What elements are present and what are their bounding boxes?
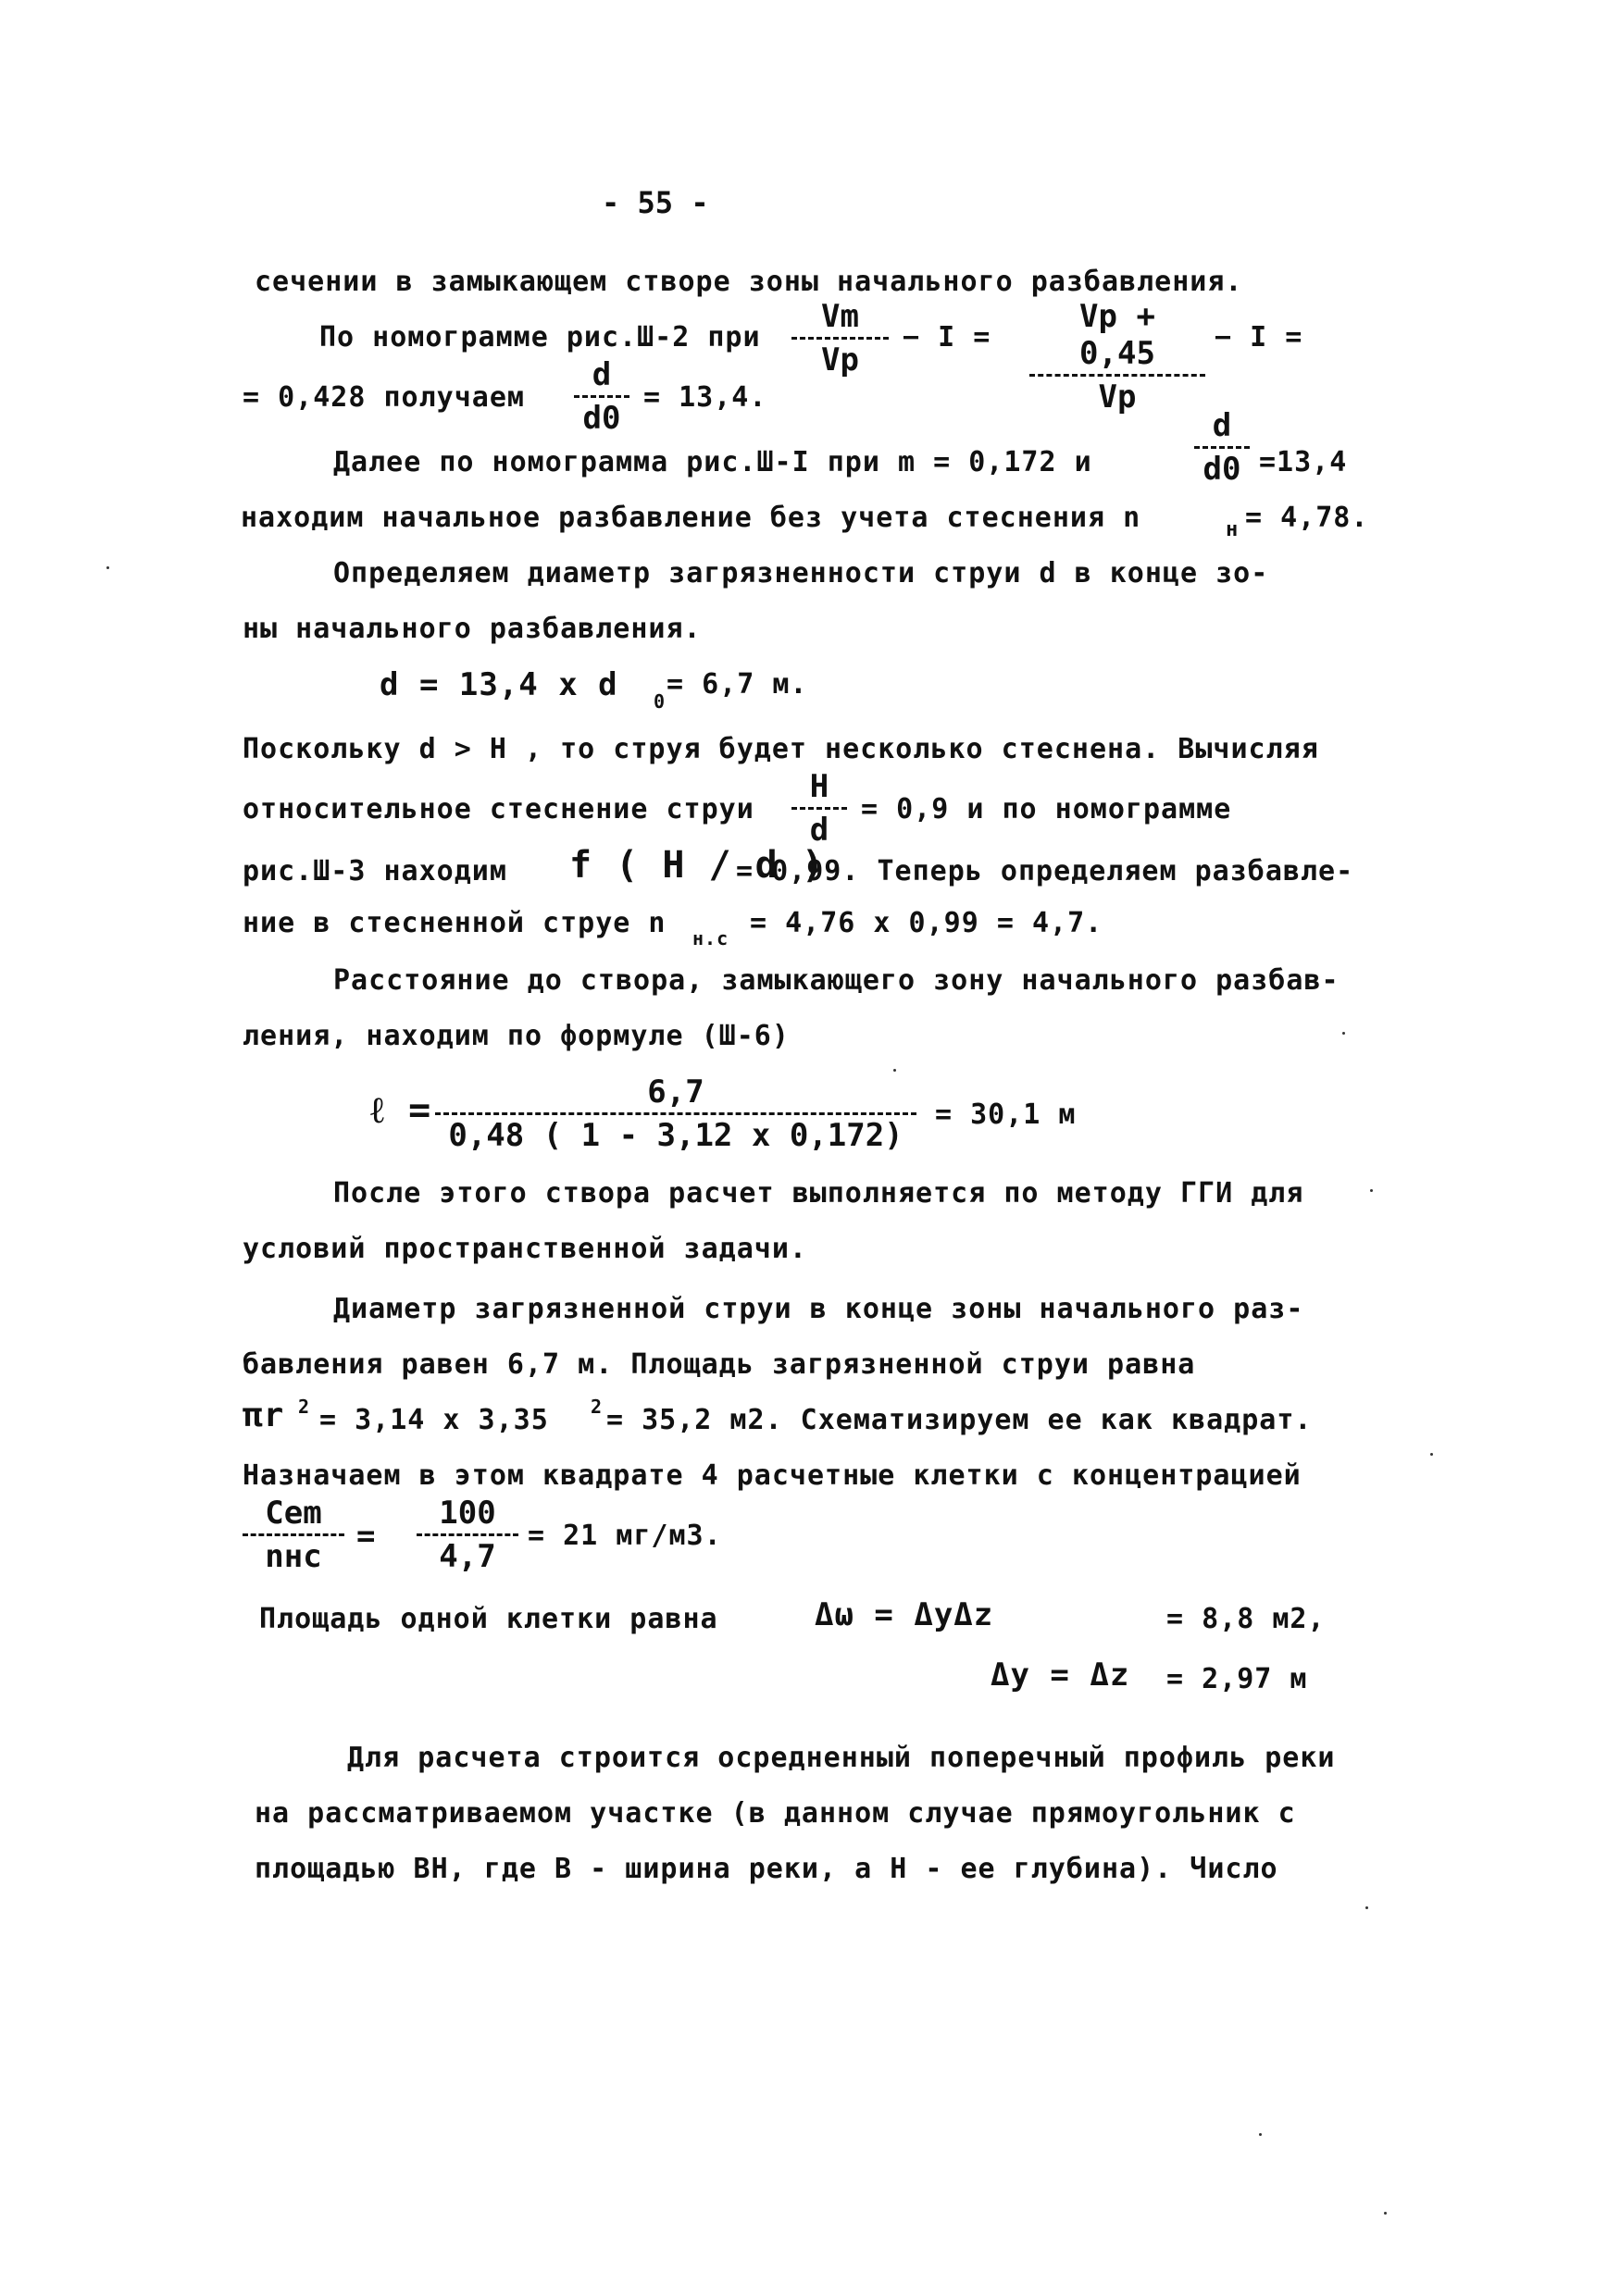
fraction-d-d0 — [1194, 407, 1250, 488]
fraction-numerator: d — [574, 356, 629, 398]
text-line: d = 13,4 x d — [380, 666, 618, 703]
fraction-numerator: Vm — [791, 298, 889, 340]
text-line: Площадь одной клетки равна — [259, 1603, 718, 1635]
text-line: = 0,9 и по номограмме — [861, 793, 1232, 825]
text-line: площадью BH, где B - ширина реки, а H - ее глубина). Число — [255, 1853, 1278, 1885]
subscript: н — [1226, 518, 1240, 541]
fraction-l — [435, 1074, 916, 1154]
fraction-d-d0 — [574, 356, 629, 437]
scan-speck — [1370, 1189, 1373, 1192]
text-line: Расстояние до створа, замыкающего зону начального разбав- — [333, 964, 1340, 997]
text-line: − I = — [1215, 321, 1303, 354]
page-number: - 55 - — [602, 185, 709, 220]
text-line: По номограмме рис.Ш-2 при — [319, 321, 761, 354]
scan-speck — [106, 566, 109, 569]
text-line: Определяем диаметр загрязненности струи d в конце зо- — [333, 557, 1269, 590]
text-line: ления, находим по формуле (Ш-6) — [243, 1020, 790, 1052]
text-line: сечении в замыкающем створе зоны начального разбавления. — [255, 266, 1243, 298]
text-line: = 6,7 м. — [667, 668, 808, 701]
text-line: Для расчета строится осредненный поперечный профиль реки — [347, 1742, 1336, 1774]
text-line: = 21 мг/м3. — [528, 1520, 722, 1552]
text-line: = 8,8 м2, — [1166, 1603, 1326, 1635]
fraction-denominator: 4,7 — [439, 1538, 496, 1575]
text-line: бавления равен 6,7 м. Площадь загрязненной струи равна — [243, 1348, 1196, 1381]
fraction-cem-nnc — [243, 1495, 344, 1575]
text-line: относительное стеснение струи — [243, 793, 754, 825]
fraction-denominator: nнс — [265, 1538, 322, 1575]
fraction-denominator: Vp — [1098, 379, 1137, 416]
text-line: Далее по номограмма рис.Ш-I при m = 0,172 и — [333, 446, 1092, 478]
text-line: Диаметр загрязненной струи в конце зоны начального раз- — [333, 1293, 1304, 1325]
fraction-numerator: Cem — [243, 1495, 344, 1536]
fraction-denominator: d — [809, 812, 829, 849]
text-line: = 4,76 x 0,99 = 4,7. — [750, 907, 1103, 939]
fraction-numerator: Vp + 0,45 — [1029, 298, 1205, 377]
fraction-denominator: d0 — [582, 400, 621, 437]
fraction-vm-vp — [791, 298, 889, 379]
scan-speck — [893, 1069, 896, 1072]
fraction-numerator: 100 — [417, 1495, 518, 1536]
text-line: = 2,97 м — [1166, 1663, 1308, 1695]
f-function: f ( H / d ) — [569, 844, 825, 887]
text-line: = 13,4. — [643, 381, 767, 414]
superscript: 2 — [298, 1396, 311, 1418]
fraction-numerator: d — [1194, 407, 1250, 449]
scan-speck — [1384, 2212, 1387, 2215]
equals-sign: = — [356, 1518, 377, 1555]
subscript: н.с — [692, 927, 729, 949]
fraction-numerator: H — [791, 768, 847, 810]
text-line: = 30,1 м — [935, 1098, 1077, 1131]
text-line: После этого створа расчет выполняется по методу ГГИ для — [333, 1177, 1304, 1210]
fraction-numerator: 6,7 — [435, 1074, 916, 1115]
text-line: = 3,14 x 3,35 — [319, 1404, 549, 1436]
formula: Δω = ΔyΔz — [815, 1596, 994, 1633]
text-line: = 35,2 м2. Схематизируем ее как квадрат. — [606, 1404, 1313, 1436]
scan-speck — [1259, 2133, 1262, 2136]
text-line: Назначаем в этом квадрате 4 расчетные клетки с концентрацией — [243, 1459, 1302, 1492]
fraction-denominator: 0,48 ( 1 - 3,12 x 0,172) — [448, 1117, 903, 1154]
fraction-denominator: d0 — [1203, 451, 1241, 488]
pi-r-symbol: πr — [243, 1396, 285, 1434]
text-line: = 4,78. — [1245, 502, 1369, 534]
text-line: ние в стесненной струе n — [243, 907, 667, 939]
text-line: = 0,99. Теперь определяем разбавле- — [736, 855, 1354, 887]
superscript: 2 — [591, 1396, 604, 1418]
scan-speck — [1342, 1032, 1345, 1035]
text-line: Поскольку d > H , то струя будет несколько стеснена. Вычисляя — [243, 733, 1319, 765]
text-line: =13,4 — [1259, 446, 1348, 478]
scan-speck — [1430, 1453, 1433, 1456]
text-line: находим начальное разбавление без учета стеснения n — [241, 502, 1141, 534]
text-line: на рассматриваемом участке (в данном случае прямоугольник с — [255, 1797, 1296, 1830]
formula: Δy = Δz — [991, 1657, 1130, 1694]
subscript: 0 — [654, 690, 667, 713]
fraction-denominator: Vp — [821, 341, 859, 379]
text-line: = 0,428 получаем — [243, 381, 525, 414]
fraction-h-d — [791, 768, 847, 849]
l-symbol: ℓ = — [370, 1089, 432, 1132]
text-line: − I = — [903, 321, 991, 354]
text-line: условий пространственной задачи. — [243, 1233, 807, 1265]
text-line: ны начального разбавления. — [243, 613, 702, 645]
scan-speck — [1365, 1906, 1368, 1909]
fraction-100-4-7 — [417, 1495, 518, 1575]
fraction-vp — [1029, 298, 1205, 416]
text-line: рис.Ш-3 находим — [243, 855, 507, 887]
